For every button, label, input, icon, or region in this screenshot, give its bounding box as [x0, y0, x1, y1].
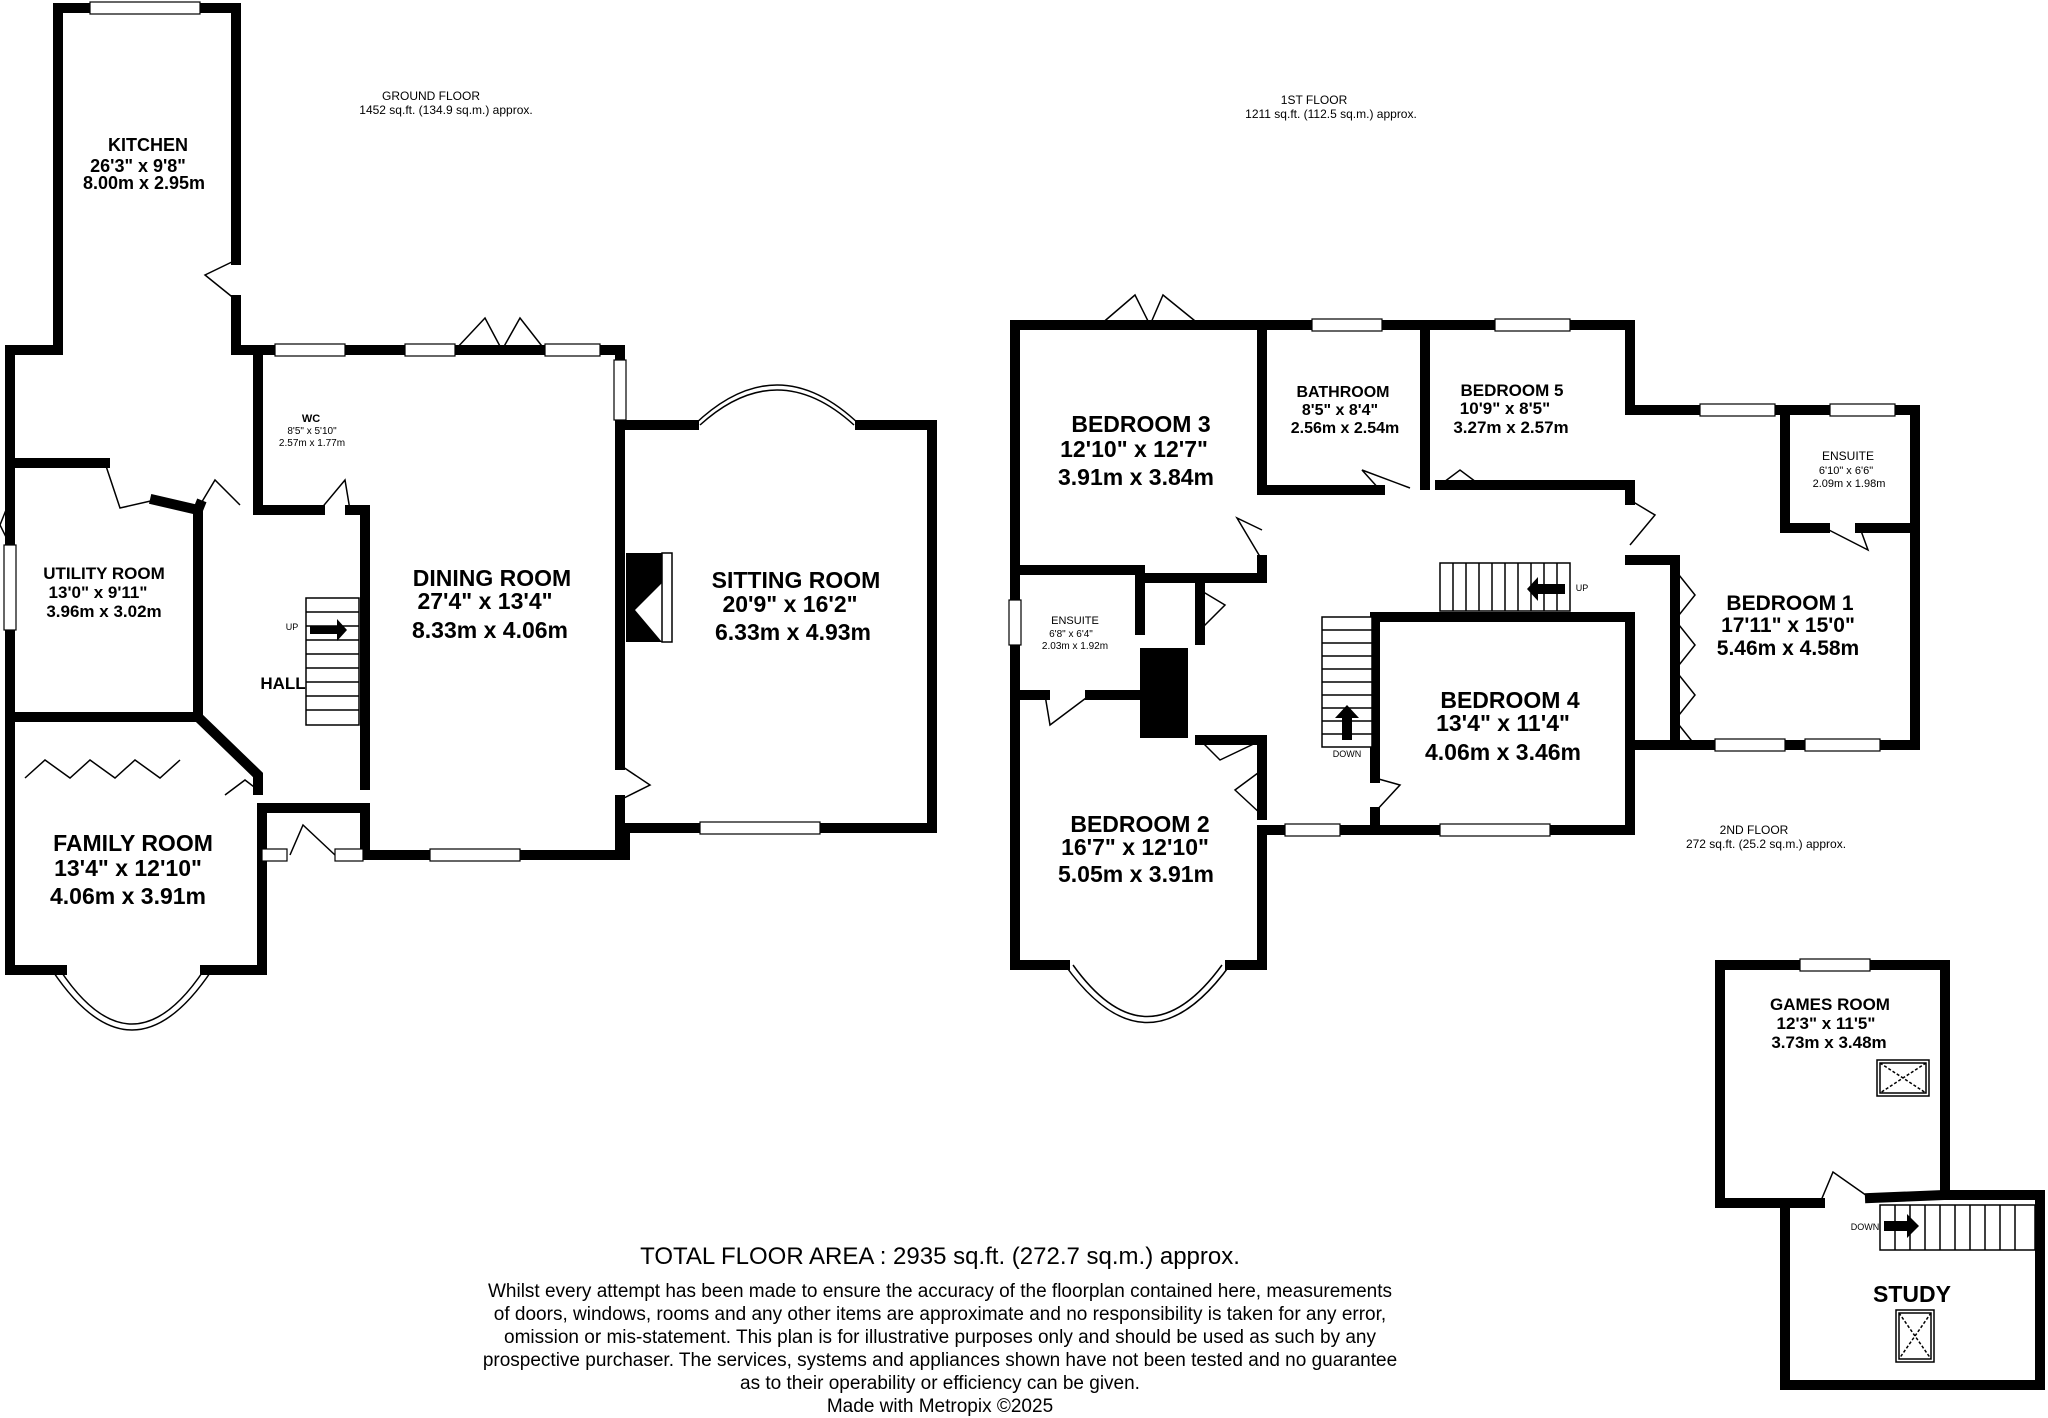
room-bedroom2 — [1058, 811, 1214, 887]
total-floor-area: TOTAL FLOOR AREA : 2935 sq.ft. (272.7 sq.m.) approx. — [640, 1243, 1240, 1270]
landing-staircase-up — [1440, 563, 1570, 611]
ensuite2-metric: 2.03m x 1.92m — [1041, 641, 1109, 652]
north-wall-dining — [258, 350, 620, 420]
games-study-partition — [1785, 1195, 1945, 1203]
bedroom5-name: BEDROOM 5 — [1460, 381, 1564, 400]
kitchen-right-wall-lower — [236, 300, 258, 350]
kitchen-metric: 8.00m x 2.95m — [82, 173, 206, 193]
bedroom3-imperial: 12'10" x 12'7" — [1060, 436, 1208, 462]
first-floor-plan — [1009, 93, 1915, 1023]
disclaimer-line-2: of doors, windows, rooms and any other items are approximate and no responsibility is taken for any error, — [493, 1304, 1387, 1325]
dining-window-left — [405, 344, 455, 356]
disclaimer-line-3: omission or mis-statement. This plan is for illustrative purposes only and should be used as such by any — [504, 1327, 1376, 1348]
sitting-room-window — [700, 822, 820, 834]
bathroom-imperial: 8'5" x 8'4" — [1301, 402, 1379, 419]
bedroom2-imperial: 16'7" x 12'10" — [1061, 834, 1209, 860]
ground-floor-title: GROUND FLOOR — [381, 89, 481, 103]
room-utility — [43, 564, 165, 621]
landing-staircase-down — [1322, 617, 1372, 747]
utility-family-partition — [10, 717, 258, 790]
second-floor-area: 272 sq.ft. (25.2 sq.m.) approx. — [1685, 837, 1847, 851]
room-bedroom3 — [1058, 411, 1214, 490]
landing-top-wall — [1262, 485, 1630, 500]
dining-imperial: 27'4" x 13'4" — [417, 588, 553, 614]
second-floor-title: 2ND FLOOR — [1719, 823, 1789, 837]
room-bedroom4 — [1425, 687, 1581, 765]
second-floor-outer-walls — [1720, 965, 2040, 1385]
wc-imperial: 8'5" x 5'10" — [287, 426, 337, 437]
bedroom3-name: BEDROOM 3 — [1071, 411, 1211, 437]
hall-door — [200, 480, 240, 505]
room-family — [50, 830, 213, 909]
front-door — [290, 825, 335, 855]
sitting-metric: 6.33m x 4.93m — [714, 619, 872, 645]
family-room-bay-window — [52, 970, 212, 1030]
bedroom1-window-bottom-right — [1805, 739, 1880, 751]
bedroom1-name: BEDROOM 1 — [1726, 592, 1854, 615]
ensuite1-door — [1825, 528, 1868, 550]
landing-stair-up-label: UP — [1575, 583, 1589, 593]
dining-window-right — [545, 344, 600, 356]
hall-front-window — [262, 849, 287, 861]
games-room-window — [1800, 959, 1870, 971]
hall-name: HALL — [260, 674, 306, 693]
ensuite1-imperial: 6'10" x 6'6" — [1818, 465, 1874, 477]
bedroom1-left-wall — [1630, 560, 1675, 745]
second-floor-stair-down-label: DOWN — [1850, 1222, 1880, 1232]
airing-cupboard — [1140, 648, 1188, 738]
disclaimer-line-1: Whilst every attempt has been made to ensure the accuracy of the floorplan contained here, measurements — [487, 1281, 1393, 1302]
utility-metric: 3.96m x 3.02m — [46, 602, 162, 621]
room-kitchen — [83, 135, 205, 193]
utility-imperial: 13'0" x 9'11" — [48, 583, 148, 602]
games-metric: 3.73m x 3.48m — [1771, 1033, 1887, 1052]
bedroom5-window — [1495, 319, 1570, 331]
disclaimer-line-5: as to their operability or efficiency can be given. — [740, 1373, 1140, 1394]
room-bedroom1 — [1717, 592, 1859, 660]
second-floor-plan — [1686, 823, 2040, 1385]
dining-name: DINING ROOM — [412, 565, 572, 591]
games-room-door — [1820, 1172, 1870, 1203]
wc-metric: 2.57m x 1.77m — [278, 438, 346, 449]
bedroom1-imperial: 17'11" x 15'0" — [1721, 614, 1855, 637]
bedroom4-name: BEDROOM 4 — [1440, 687, 1580, 713]
wc-name: WC — [301, 413, 321, 425]
bedroom2-bay-window — [1065, 965, 1230, 1023]
room-ensuite1 — [1813, 449, 1886, 490]
first-floor-title: 1ST FLOOR — [1280, 93, 1348, 107]
ground-floor-plan — [0, 2, 932, 1030]
room-bedroom5 — [1453, 381, 1568, 437]
hall-left-wall — [198, 505, 200, 510]
first-floor-area: 1211 sq.ft. (112.5 sq.m.) approx. — [1245, 107, 1417, 121]
room-ensuite2 — [1042, 615, 1108, 652]
hall-staircase — [306, 598, 359, 725]
landing-window — [1285, 824, 1340, 836]
sitting-room-bay-window — [694, 385, 860, 425]
bedroom4-metric: 4.06m x 3.46m — [1424, 739, 1582, 765]
bedroom3-door — [1237, 518, 1262, 560]
games-name: GAMES ROOM — [1770, 995, 1890, 1014]
disclaimer-line-4: prospective purchaser. The services, systems and appliances shown have not been tested and no guarantee — [482, 1350, 1398, 1371]
bedroom3-metric: 3.91m x 3.84m — [1057, 464, 1215, 490]
bathroom-name: BATHROOM — [1296, 384, 1390, 401]
second-floor-staircase — [1880, 1205, 2035, 1250]
dining-side-window — [614, 360, 626, 420]
ground-floor-area: 1452 sq.ft. (134.9 sq.m.) approx. — [359, 103, 533, 117]
kitchen-side-door — [205, 260, 236, 300]
bedroom1-window-bottom-left — [1715, 739, 1785, 751]
room-dining — [412, 565, 571, 643]
kitchen-window — [90, 2, 200, 14]
room-sitting — [712, 567, 881, 645]
ensuite2-imperial: 6'8" x 6'4" — [1049, 629, 1093, 640]
family-name: FAMILY ROOM — [53, 830, 213, 856]
bedroom4-window — [1440, 824, 1550, 836]
sitting-imperial: 20'9" x 16'2" — [722, 591, 858, 617]
fireplace-body — [626, 583, 662, 642]
wc-window — [275, 344, 345, 356]
family-imperial: 13'4" x 12'10" — [54, 855, 202, 881]
kitchen-name: KITCHEN — [108, 135, 188, 155]
ensuite1-window — [1830, 404, 1895, 416]
landing-stair-down-label: DOWN — [1332, 749, 1362, 759]
study-skylight — [1896, 1310, 1934, 1362]
bedroom1-metric: 5.46m x 4.58m — [1716, 637, 1860, 660]
ensuite2-name: ENSUITE — [1051, 615, 1099, 627]
bedroom2-metric: 5.05m x 3.91m — [1057, 861, 1215, 887]
kitchen-imperial: 26'3" x 9'8" — [90, 156, 186, 176]
family-room-bifold-doors — [25, 760, 180, 778]
bathroom-window — [1312, 319, 1382, 331]
dining-metric: 8.33m x 4.06m — [411, 617, 569, 643]
study-name: STUDY — [1873, 1281, 1951, 1307]
sitting-name: SITTING ROOM — [711, 567, 881, 593]
bedroom1-landing-door — [1630, 500, 1655, 545]
ensuite2-door — [1045, 695, 1090, 725]
dining-front-window — [430, 849, 520, 861]
utility-window — [4, 545, 16, 630]
bedroom5-metric: 3.27m x 2.57m — [1453, 418, 1569, 437]
family-metric: 4.06m x 3.91m — [49, 883, 207, 909]
bedroom4-door — [1375, 778, 1400, 812]
bedroom5-imperial: 10'9" x 8'5" — [1459, 399, 1551, 418]
bathroom-metric: 2.56m x 2.54m — [1290, 420, 1400, 437]
sitting-room-door — [620, 765, 650, 800]
bedroom1-window-top — [1700, 404, 1775, 416]
utility-door — [105, 463, 155, 508]
family-room-right-wall — [205, 808, 262, 970]
footer-notes — [400, 1245, 1480, 1418]
games-imperial: 12'3" x 11'5" — [1776, 1014, 1876, 1033]
bedroom2-top-wall — [1200, 578, 1262, 815]
utility-name: UTILITY ROOM — [43, 564, 165, 583]
metropix-credit: Made with Metropix ©2025 — [826, 1396, 1054, 1417]
hall-stair-up-label: UP — [285, 622, 299, 632]
room-bathroom — [1291, 384, 1400, 437]
bedroom4-imperial: 13'4" x 11'4" — [1436, 710, 1570, 736]
ensuite1-metric: 2.09m x 1.98m — [1812, 478, 1886, 490]
room-games — [1770, 995, 1890, 1052]
room-wc — [279, 413, 345, 449]
fireplace-top — [626, 553, 662, 583]
hall-front-window-2 — [335, 849, 363, 861]
bedroom2-name: BEDROOM 2 — [1070, 811, 1210, 837]
games-room-skylight — [1877, 1060, 1929, 1096]
ensuite2-window — [1009, 600, 1021, 645]
ensuite1-name: ENSUITE — [1821, 449, 1875, 463]
hearth — [662, 553, 672, 642]
